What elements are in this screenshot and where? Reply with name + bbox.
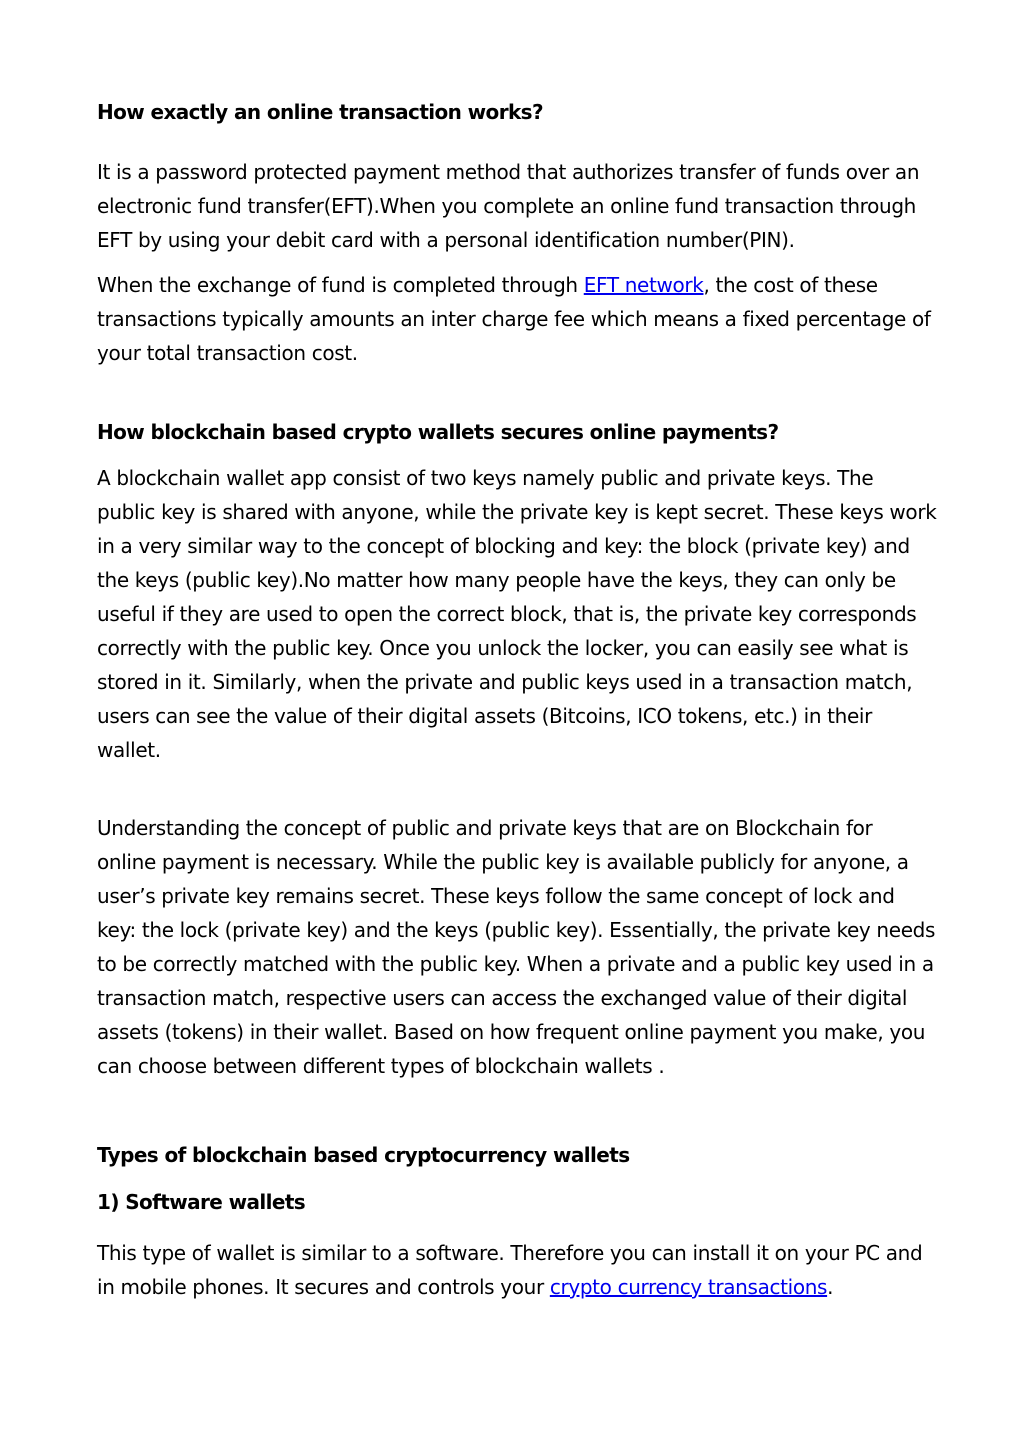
paragraph-software-wallet (97, 1236, 937, 1304)
paragraph-eft-exchange (97, 268, 937, 370)
paragraph-text: , the cost of these transactions typically amounts an inter charge fee which means a fixed percentage of your total transaction cost. (97, 273, 931, 365)
crypto-transactions-link[interactable]: crypto currency transactions (549, 1275, 828, 1299)
paragraph-text: This type of wallet is similar to a software. Therefore you can install it on your PC and in mobile phones. It secures and controls your (97, 1241, 923, 1299)
paragraph-password-payment: It is a password protected payment method that authorizes transfer of funds over an electronic fund transfer(EFT).When you complete an online fund transaction through EFT by using your debit card with a personal identification number(PIN). (97, 160, 920, 252)
paragraph-text: When the exchange of fund is completed through (97, 273, 584, 297)
heading-blockchain-wallets: How blockchain based crypto wallets secures online payments? (97, 420, 779, 444)
heading-online-transaction: How exactly an online transaction works? (97, 100, 543, 124)
paragraph-public-private-keys: Understanding the concept of public and private keys that are on Blockchain for online payment is necessary. While the public key is available publicly for anyone, a user’s private key remains secret. These keys follow the same concept of lock and key: the lock (private key) and the keys (public key). Essentially, the private key needs to be correctly matched with the public key. When a private and a public key used in a transaction match, respective users can access the exchanged value of their digital assets (tokens) in their wallet. Based on how frequent online payment you make, you can choose between different types of blockchain wallets . (97, 816, 936, 1078)
paragraph-wallet-keys: A blockchain wallet app consist of two keys namely public and private keys. The public key is shared with anyone, while the private key is kept secret. These keys work in a very similar way to the concept of blocking and key: the block (private key) and the keys (public key).No matter how many people have the keys, they can only be useful if they are used to open the correct block, that is, the private key corresponds correctly with the public key. Once you unlock the locker, you can easily see what is stored in it. Similarly, when the private and public keys used in a transaction match, users can see the value of their digital assets (Bitcoins, ICO tokens, etc.) in their wallet. (97, 466, 937, 762)
paragraph-text: . (827, 1275, 834, 1299)
heading-wallet-types: Types of blockchain based cryptocurrency wallets (97, 1143, 630, 1167)
eft-network-link[interactable]: EFT network (583, 273, 704, 297)
heading-software-wallets: 1) Software wallets (97, 1190, 306, 1214)
